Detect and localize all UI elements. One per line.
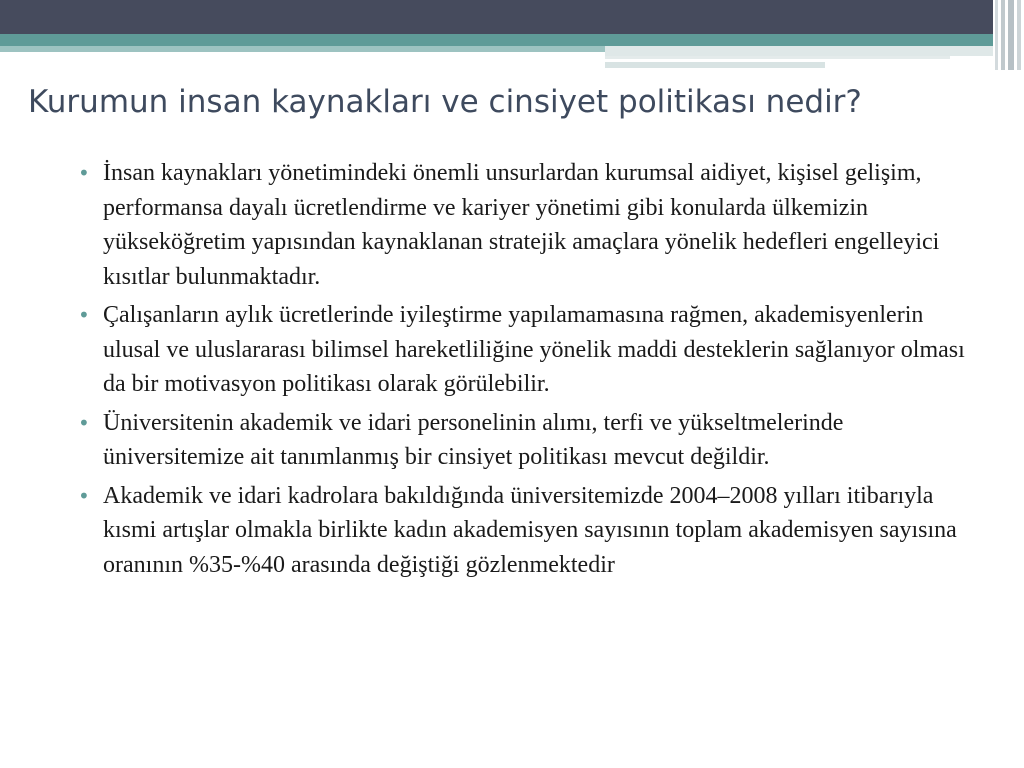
bullet-item [78, 406, 968, 475]
bullet-text: Akademik ve idari kadrolara bakıldığında üniversitemizde 2004–2008 yılları itibarıyla kısmi artışlar olmakla birlikte kadın akademisyen sayısının toplam akademisyen sayısına oranının %35-%40 arasında değiştiği gözlenmektedir [103, 482, 957, 578]
bullet-icon: • [78, 410, 90, 435]
header-banner-teal [0, 34, 1024, 46]
decor-stripe [1017, 0, 1021, 70]
header-decor-stripes [993, 0, 1024, 70]
bullet-icon: • [78, 303, 90, 327]
decor-stripe [1008, 0, 1014, 70]
bullet-text: Çalışanların aylık ücretlerinde iyileştirme yapılamamasına rağmen, akademisyenlerin ulusal ve uluslararası bilimsel hareketliliğine yönelik maddi desteklerin sağlanıyor olması da bir motivasyon politikası olarak görülebilir. [103, 302, 965, 397]
decor-stripe [995, 0, 998, 70]
bullet-text: İnsan kaynakları yönetimindeki önemli unsurlardan kurumsal aidiyet, kişisel gelişim, performansa dayalı ücretlendirme ve kariyer yönetimi gibi konularda ülkemizin yükseköğretim yapısından kaynaklanan stratejik amaçlara yönelik hedefleri engelleyici kısıtlar bulunmaktadır. [103, 160, 940, 290]
header-decor-line [605, 56, 950, 59]
bullet-icon: • [78, 161, 90, 185]
bullet-item [78, 298, 968, 402]
decor-stripe [1001, 0, 1005, 70]
bullet-icon: • [78, 483, 90, 508]
header-decor-line [605, 62, 825, 68]
header-banner-dark [0, 0, 1024, 34]
bullet-text: Üniversitenin akademik ve idari personelinin alımı, terfi ve yükseltmelerinde üniversitemize ait tanımlanmış bir cinsiyet politikası mevcut değildir. [103, 409, 844, 470]
header-banner-teal-light [0, 46, 605, 52]
slide-title: Kurumun insan kaynakları ve cinsiyet politikası nedir? [28, 84, 862, 120]
bullet-list [78, 156, 968, 586]
header-decor-panel [605, 46, 995, 56]
bullet-item [78, 479, 968, 583]
bullet-item [78, 156, 968, 294]
